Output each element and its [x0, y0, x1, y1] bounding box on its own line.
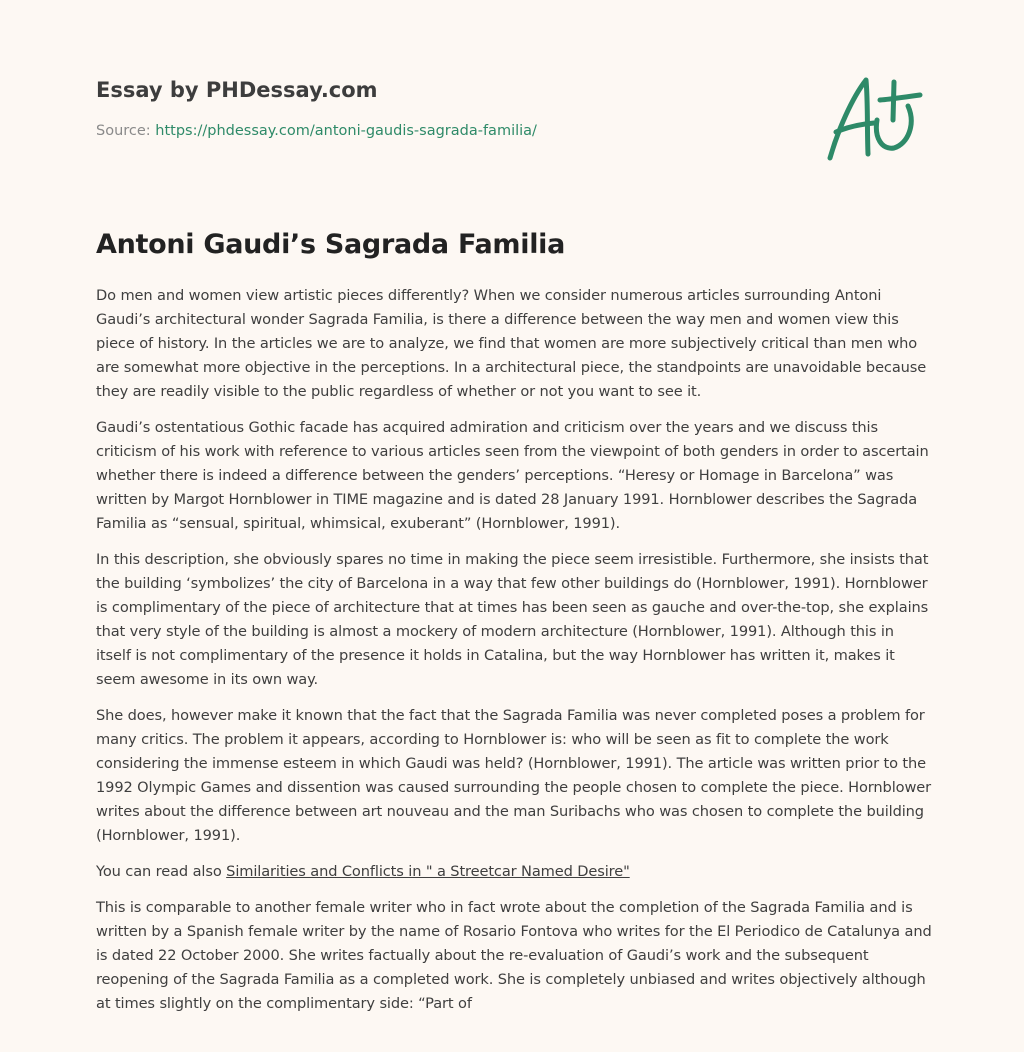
- read-also-line: [96, 860, 932, 884]
- paragraph: This is comparable to another female writer who in fact wrote about the completion of the Sagrada Familia and is written by a Spanish female writer by the name of Rosario Fontova who writes for the El Periodico de Catalunya and is dated 22 October 2000. She writes factually about the re-evaluation of Gaudi’s work and the subsequent reopening of the Sagrada Familia as a completed work. She is completely unbiased and writes objectively although at times slightly on the complimentary side: “Part of: [96, 899, 932, 1012]
- brand-name: Essay by PHDessay.com: [96, 78, 378, 102]
- paragraph: Gaudi’s ostentatious Gothic facade has acquired admiration and criticism over the years and we discuss this criticism of his work with reference to various articles seen from the viewpoint of both genders in order to ascertain whether there is indeed a difference between the genders’ perceptions. “Heresy or Homage in Barcelona” was written by Margot Hornblower in TIME magazine and is dated 28 January 1991. Hornblower describes the Sagrada Familia as “sensual, spiritual, whimsical, exuberant” (Hornblower, 1991).: [96, 419, 929, 532]
- source-link[interactable]: https://phdessay.com/antoni-gaudis-sagrada-familia/: [155, 123, 537, 139]
- a-plus-logo-icon: [822, 68, 928, 164]
- read-also-prefix: You can read also: [96, 863, 222, 880]
- source-line: [96, 121, 928, 141]
- source-label: Source:: [96, 123, 151, 139]
- paragraph: Do men and women view artistic pieces differently? When we consider numerous articles surrounding Antoni Gaudi’s architectural wonder Sagrada Familia, is there a difference between the way men and women view this piece of history. In the articles we are to analyze, we find that women are more subjectively critical than men who are somewhat more objective in the perceptions. In a architectural piece, the standpoints are unavoidable because they are readily visible to the public regardless of whether or not you want to see it.: [96, 287, 927, 400]
- page-header: [96, 76, 928, 141]
- read-also-link[interactable]: Similarities and Conflicts in " a Streetcar Named Desire": [226, 863, 630, 880]
- paragraph: In this description, she obviously spares no time in making the piece seem irresistible. Furthermore, she insists that the building ‘symbolizes’ the city of Barcelona in a way that few other buildings do (Hornblower, 1991). Hornblower is complimentary of the piece of architecture that at times has been seen as gauche and over-the-top, she explains that very style of the building is almost a mockery of modern architecture (Hornblower, 1991). Although this in itself is not complimentary of the presence it holds in Catalina, but the way Hornblower has written it, makes it seem awesome in its own way.: [96, 551, 929, 688]
- essay-title: Antoni Gaudi’s Sagrada Familia: [96, 229, 566, 260]
- paragraph: She does, however make it known that the fact that the Sagrada Familia was never completed poses a problem for many critics. The problem it appears, according to Hornblower is: who will be seen as fit to complete the work considering the immense esteem in which Gaudi was held? (Hornblower, 1991). The article was written prior to the 1992 Olympic Games and dissention was caused surrounding the people chosen to complete the piece. Hornblower writes about the difference between art nouveau and the man Suribachs who was chosen to complete the building (Hornblower, 1991).: [96, 707, 932, 844]
- essay-body: [96, 284, 932, 1028]
